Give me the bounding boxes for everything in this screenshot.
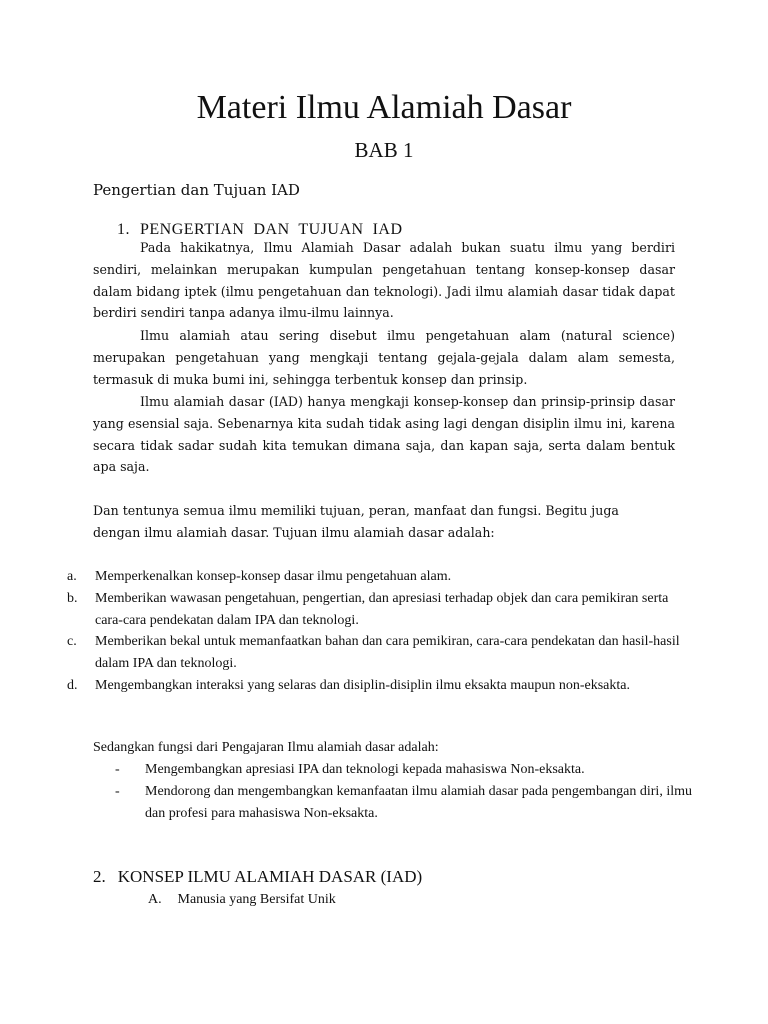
list-item-text: Mengembangkan interaksi yang selaras dan disiplin-disiplin ilmu eksakta maupun non-eksakta.	[95, 677, 630, 693]
list-marker: d.	[67, 677, 78, 693]
list-item-text: Mengembangkan apresiasi IPA dan teknologi kepada mahasiswa Non-eksakta.	[145, 762, 585, 777]
subitem-text: Manusia yang Bersifat Unik	[177, 892, 336, 907]
section-1-number: 1.	[117, 221, 130, 238]
list-item-text: Memperkenalkan konsep-konsep dasar ilmu pengetahuan alam.	[95, 569, 452, 584]
section-2-heading	[93, 865, 422, 889]
list-item	[115, 781, 695, 825]
document-subtitle: Pengertian dan Tujuan IAD	[93, 181, 300, 199]
functions-list	[115, 759, 695, 825]
list-item-text: Memberikan bekal untuk memanfaatkan bahan dan cara pemikiran, cara-cara pendekatan dan hasil-hasil dalam IPA dan teknologi.	[95, 634, 680, 672]
chapter-heading: BAB 1	[354, 138, 414, 162]
list-item	[115, 759, 695, 781]
list-item-text: Memberikan wawasan pengetahuan, pengertian, dan apresiasi terhadap objek dan cara pemikiran serta cara-cara pendekatan dalam IPA dan teknologi.	[95, 590, 669, 628]
list-item	[67, 588, 687, 632]
subitem-marker: A.	[148, 892, 162, 907]
section-2-title: KONSEP ILMU ALAMIAH DASAR (IAD)	[117, 867, 423, 886]
section-1-title: PENGERTIAN DAN TUJUAN IAD	[140, 221, 403, 238]
list-marker: c.	[67, 634, 77, 650]
paragraph-1: Pada hakikatnya, Ilmu Alamiah Dasar adalah bukan suatu ilmu yang berdiri sendiri, melainkan merupakan kumpulan pengetahuan tentang konsep-konsep dasar dalam bidang iptek (ilmu pengetahuan dan teknologi). Jadi ilmu alamiah dasar tidak dapat berdiri sendiri tanpa adanya ilmu-ilmu lainnya.	[93, 240, 675, 321]
list-marker: -	[115, 784, 120, 799]
list-marker: b.	[67, 590, 78, 606]
goals-list	[67, 566, 687, 697]
functions-intro: Sedangkan fungsi dari Pengajaran Ilmu alamiah dasar adalah:	[93, 740, 439, 755]
paragraph-2: Ilmu alamiah atau sering disebut ilmu pengetahuan alam (natural science) merupakan pengetahuan yang mengkaji tentang gejala-gejala dalam alam semesta, termasuk di muka bumi ini, sehingga terbentuk konsep dan prinsip.	[93, 328, 675, 387]
list-item	[67, 566, 687, 588]
list-item	[67, 631, 687, 675]
document-title: Materi Ilmu Alamiah Dasar	[196, 89, 572, 126]
list-item	[67, 675, 687, 697]
paragraph-3: Ilmu alamiah dasar (IAD) hanya mengkaji konsep-konsep dan prinsip-prinsip dasar yang esensial saja. Sebenarnya kita sudah tidak asing lagi dengan disiplin ilmu ini, karena secara tidak sadar sudah kita temukan dimana saja, dan kapan saja, serta dalam bentuk apa saja.	[93, 394, 675, 475]
section-2-number: 2.	[93, 867, 106, 886]
list-marker: a.	[67, 569, 77, 584]
list-marker: -	[115, 762, 120, 777]
paragraph-4: Dan tentunya semua ilmu memiliki tujuan, peran, manfaat dan fungsi. Begitu juga dengan ilmu alamiah dasar. Tujuan ilmu alamiah dasar adalah:	[93, 503, 619, 540]
section-2-subitem	[148, 889, 336, 911]
list-item-text: Mendorong dan mengembangkan kemanfaatan ilmu alamiah dasar pada pengembangan diri, ilmu dan profesi para mahasiswa Non-eksakta.	[145, 784, 692, 821]
